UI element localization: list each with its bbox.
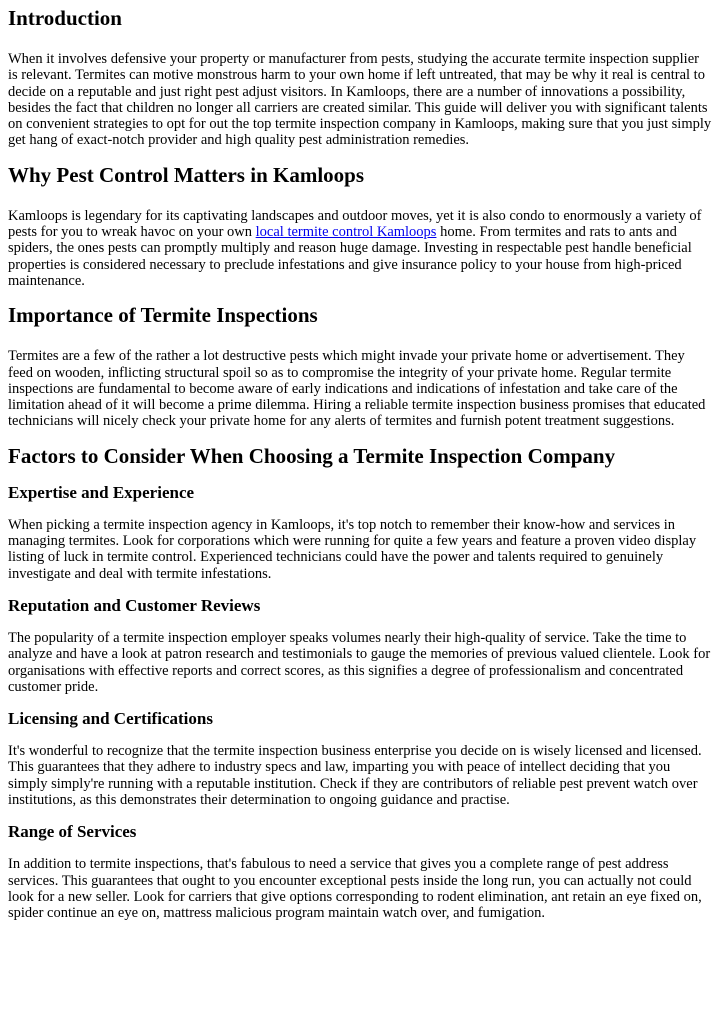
subheading-reputation: Reputation and Customer Reviews [8, 595, 261, 615]
subheading-licensing: Licensing and Certifications [8, 709, 213, 729]
heading-introduction: Introduction [8, 6, 122, 30]
paragraph-licensing: It's wonderful to recognize that the termite inspection business enterprise you decide on is wisely licensed and licensed. This guarantees that they adhere to industry specs and law, imparting you with peace of intellect deciding that you simply simply're running with a reputable institution. Check if they are contributors of reliable pest prevent watch over institutions, as this demonstrates their determination to ongoing guidance and practise. [8, 743, 702, 809]
subheading-expertise: Expertise and Experience [8, 482, 195, 502]
paragraph-why-pest-control [8, 208, 712, 289]
subheading-range-of-services: Range of Services [8, 822, 137, 842]
paragraph-text-after-link: home. From termites and rats to ants and spiders, the ones pests can promptly multiply and reason huge damage. Investing in respectable pest handle beneficial properties is considered necessary to preclude infestations and give insurance policy to your house from high-priced maintenance. [8, 224, 692, 289]
article [0, 6, 720, 922]
paragraph-introduction: When it involves defensive your property or manufacturer from pests, studying the accurate termite inspection supplier is relevant. Termites can motive monstrous harm to your own home if left untreated, that may be why it real is central to decide on a reputable and just right pest adjust visitors. In Kamloops, there are a number of innovations a possibility, besides the fact that children no longer all carriers are created similar. This guide will deliver you with significant talents on convenient strategies to opt for out the top termite inspection company in Kamloops, making sure that you just simply get hang of exact-notch provider and high quality pest administration remedies. [8, 51, 712, 149]
paragraph-importance: Termites are a few of the rather a lot destructive pests which might invade your private home or advertisement. They feed on wooden, inflicting structural spoil so as to compromise the integrity of your private home. Regular termite inspections are fundamental to become aware of early indications and indications of infestation and take care of the limitation ahead of it will become a prime dilemma. Hiring a reliable termite inspection business promises that educated technicians will nicely check your private home for any alerts of termites and furnish potent treatment suggestions. [8, 348, 706, 430]
paragraph-reputation: The popularity of a termite inspection employer speaks volumes nearly their high-quality of service. Take the time to analyze and have a look at patron research and testimonials to gauge the memories of previous valued clientele. Look for organisations with effective reports and correct scores, as this signifies a degree of professionalism and concentrated customer pride. [8, 629, 711, 695]
local-termite-control-link[interactable]: local termite control Kamloops [255, 224, 437, 241]
heading-importance: Importance of Termite Inspections [8, 303, 318, 328]
heading-factors: Factors to Consider When Choosing a Termite Inspection Company [8, 443, 616, 468]
paragraph-range-of-services: In addition to termite inspections, that's fabulous to need a service that gives you a complete range of pest address services. This guarantees that ought to you encounter exceptional pests inside the long run, you can actually not could look for a new seller. Look for carriers that give options corresponding to rodent elimination, ant retain an eye fixed on, spider continue an eye on, mattress malicious program maintain watch over, and fumigation. [8, 856, 702, 922]
heading-why-pest-control: Why Pest Control Matters in Kamloops [8, 162, 365, 187]
paragraph-expertise: When picking a termite inspection agency in Kamloops, it's top notch to remember their know-how and services in managing termites. Look for corporations which were running for quite a few years and feature a proven video display listing of luck in termite control. Experienced technicians could have the power and talents required to genuinely investigate and deal with termite infestations. [8, 516, 697, 582]
paragraph-text-before-link: Kamloops is legendary for its captivating landscapes and outdoor moves, yet it is also condo to enormously a variety of pests for you to wreak havoc on your own [8, 207, 702, 241]
